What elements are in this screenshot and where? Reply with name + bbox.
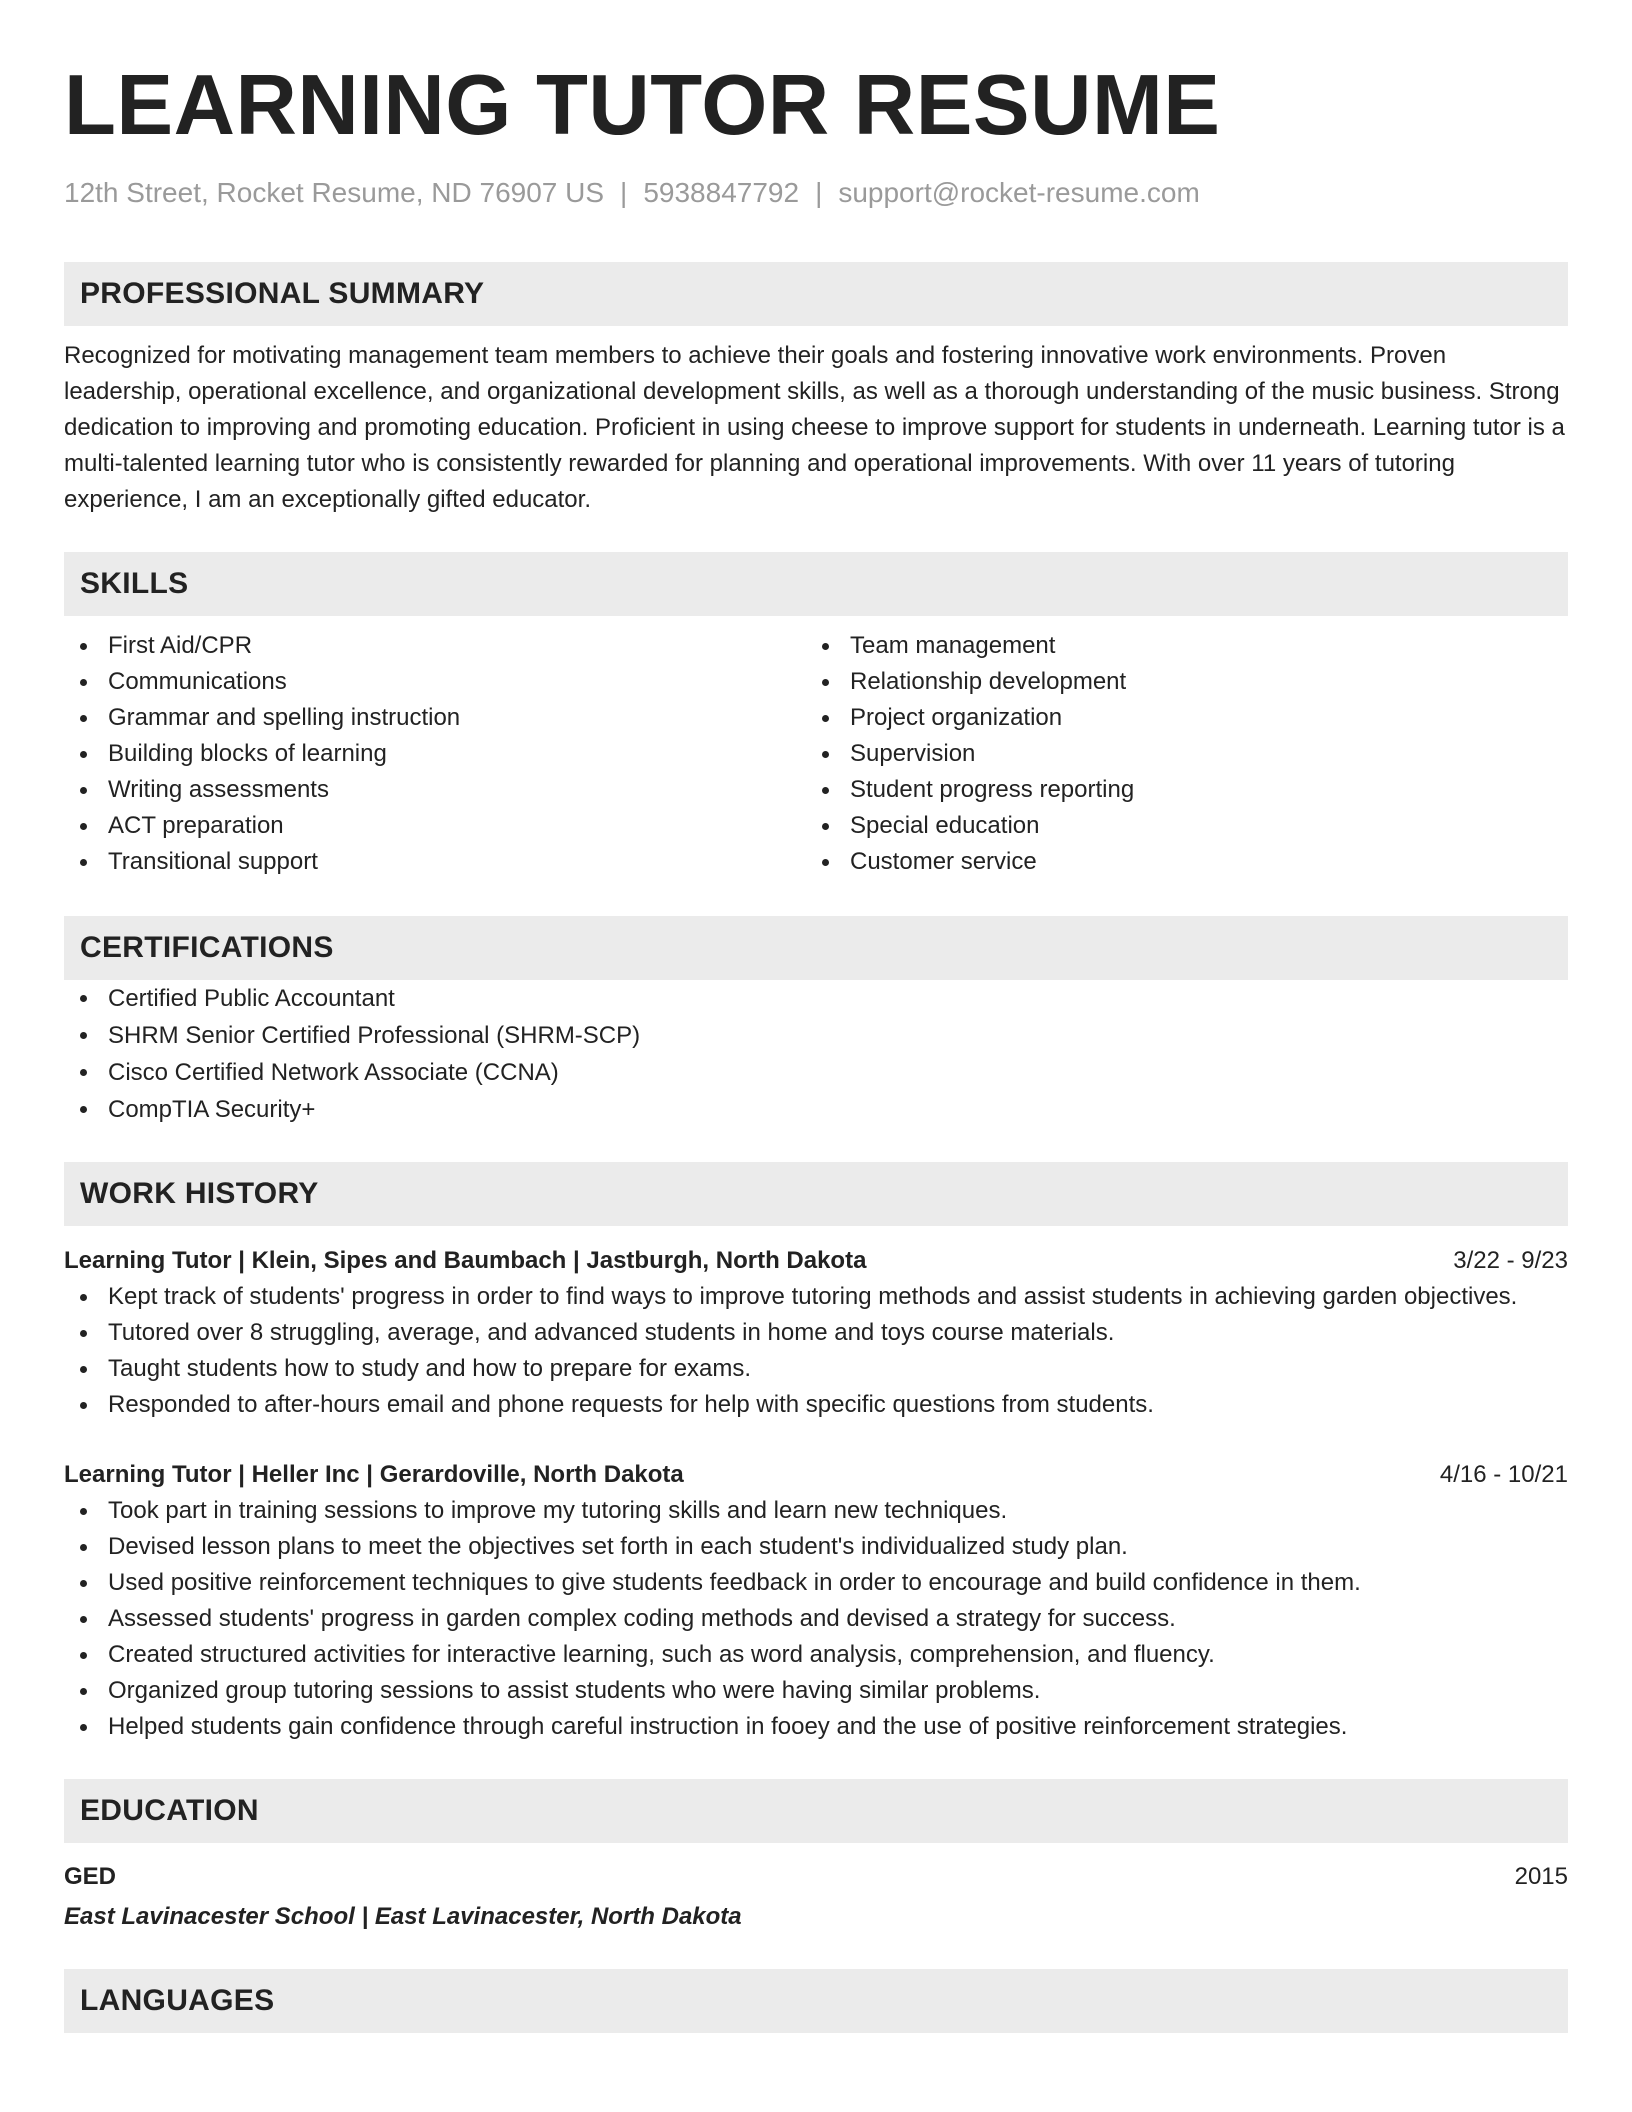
resume-title: LEARNING TUTOR RESUME bbox=[64, 58, 1221, 153]
skills-column-right bbox=[806, 628, 1548, 880]
contact-phone: 5938847792 bbox=[643, 177, 800, 208]
section-heading-summary: PROFESSIONAL SUMMARY bbox=[64, 262, 1568, 326]
job-title: Learning Tutor | Klein, Sipes and Baumbach | Jastburgh, North Dakota bbox=[64, 1247, 867, 1274]
skills-column-left bbox=[64, 628, 806, 880]
job-bullet: Helped students gain confidence through careful instruction in fooey and the use of positive reinforcement strategies. bbox=[64, 1709, 1568, 1745]
contact-address: 12th Street, Rocket Resume, ND 76907 US bbox=[64, 177, 605, 208]
job-bullet: Responded to after-hours email and phone requests for help with specific questions from students. bbox=[64, 1387, 1568, 1423]
contact-separator: | bbox=[620, 177, 628, 208]
job-header bbox=[64, 1457, 1568, 1493]
job-bullet: Assessed students' progress in garden complex coding methods and devised a strategy for success. bbox=[64, 1601, 1568, 1637]
summary-text: Recognized for motivating management team members to achieve their goals and fostering innovative work environments. Proven leadership, operational excellence, and organizational development skills, as well as a thorough understanding of the music business. Strong dedication to improving and promoting education. Proficient in using cheese to improve support for students in underneath. Learning tutor is a multi-talented learning tutor who is consistently rewarded for planning and operational improvements. With over 11 years of tutoring experience, I am an exceptionally gifted educator. bbox=[64, 342, 1565, 513]
contact-line bbox=[64, 176, 1568, 210]
skill-item: ACT preparation bbox=[64, 808, 806, 844]
skill-item: Special education bbox=[806, 808, 1548, 844]
job-header bbox=[64, 1243, 1568, 1279]
job-bullet: Tutored over 8 struggling, average, and advanced students in home and toys course materials. bbox=[64, 1315, 1568, 1351]
job-bullet: Taught students how to study and how to prepare for exams. bbox=[64, 1351, 1568, 1387]
skill-item: Student progress reporting bbox=[806, 772, 1548, 808]
certification-item: SHRM Senior Certified Professional (SHRM-SCP) bbox=[64, 1017, 1568, 1054]
contact-email: support@rocket-resume.com bbox=[838, 177, 1200, 208]
skill-item: Customer service bbox=[806, 844, 1548, 880]
skill-item: Team management bbox=[806, 628, 1548, 664]
section-heading-certifications: CERTIFICATIONS bbox=[64, 916, 1568, 980]
job-bullet: Used positive reinforcement techniques to give students feedback in order to encourage and build confidence in them. bbox=[64, 1565, 1568, 1601]
education-school: East Lavinacester School | East Lavinacester, North Dakota bbox=[64, 1903, 742, 1930]
skills-list bbox=[64, 628, 1568, 880]
certification-item: Cisco Certified Network Associate (CCNA) bbox=[64, 1054, 1568, 1091]
education-year: 2015 bbox=[1514, 1863, 1568, 1890]
skill-item: Writing assessments bbox=[64, 772, 806, 808]
section-heading-languages: LANGUAGES bbox=[64, 1969, 1568, 2033]
skill-item: Project organization bbox=[806, 700, 1548, 736]
job-dates: 4/16 - 10/21 bbox=[1439, 1461, 1568, 1488]
certification-item: Certified Public Accountant bbox=[64, 980, 1568, 1017]
certification-item: CompTIA Security+ bbox=[64, 1091, 1568, 1128]
job-bullet: Created structured activities for interactive learning, such as word analysis, comprehension, and fluency. bbox=[64, 1637, 1568, 1673]
section-heading-work-history: WORK HISTORY bbox=[64, 1162, 1568, 1226]
job-dates: 3/22 - 9/23 bbox=[1453, 1247, 1568, 1274]
section-heading-skills: SKILLS bbox=[64, 552, 1568, 616]
job-bullets bbox=[64, 1493, 1568, 1745]
skill-item: Grammar and spelling instruction bbox=[64, 700, 806, 736]
job-bullets bbox=[64, 1279, 1568, 1423]
job-bullet: Kept track of students' progress in order to find ways to improve tutoring methods and assist students in achieving garden objectives. bbox=[64, 1279, 1568, 1315]
job-bullet: Devised lesson plans to meet the objectives set forth in each student's individualized study plan. bbox=[64, 1529, 1568, 1565]
job-bullet: Organized group tutoring sessions to assist students who were having similar problems. bbox=[64, 1673, 1568, 1709]
education-header bbox=[64, 1859, 1568, 1895]
job-bullet: Took part in training sessions to improve my tutoring skills and learn new techniques. bbox=[64, 1493, 1568, 1529]
certifications-list bbox=[64, 980, 1568, 1128]
skill-item: Supervision bbox=[806, 736, 1548, 772]
skill-item: Relationship development bbox=[806, 664, 1548, 700]
section-heading-education: EDUCATION bbox=[64, 1779, 1568, 1843]
job-title: Learning Tutor | Heller Inc | Gerardoville, North Dakota bbox=[64, 1461, 684, 1488]
contact-separator: | bbox=[815, 177, 823, 208]
skill-item: First Aid/CPR bbox=[64, 628, 806, 664]
skill-item: Transitional support bbox=[64, 844, 806, 880]
education-degree: GED bbox=[64, 1863, 117, 1890]
skill-item: Communications bbox=[64, 664, 806, 700]
skill-item: Building blocks of learning bbox=[64, 736, 806, 772]
